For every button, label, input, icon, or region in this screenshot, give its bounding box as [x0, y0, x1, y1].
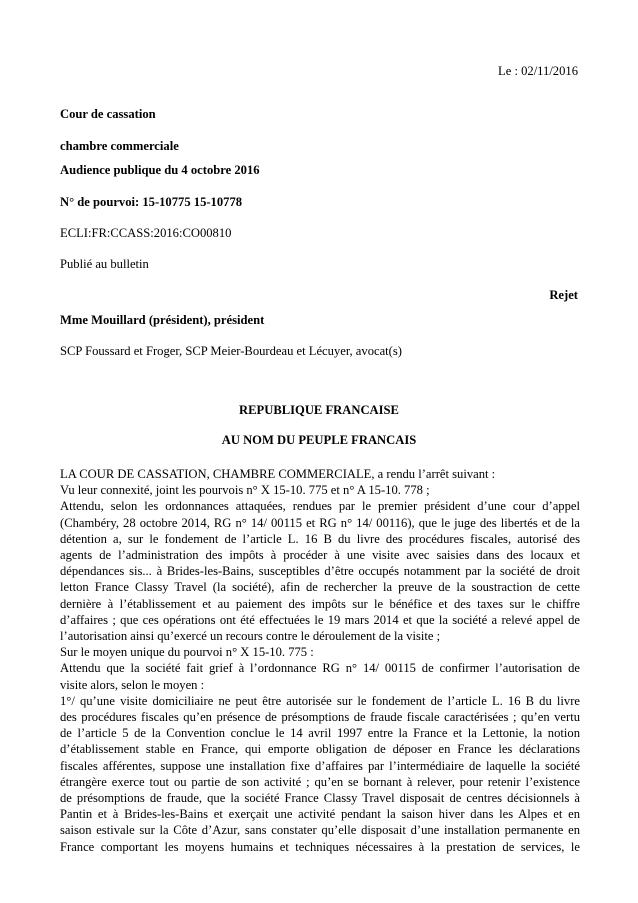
body-line: d’affaires ; que ces opérations ont été effectuées le 19 mars 2014 et que la société a relevé appel de: [60, 612, 580, 627]
body-line: détention a, sur le fondement de l’article L. 16 B du livre des procédures fiscales, autorisé des: [60, 531, 580, 546]
body-line: dernière à l’établissement et au paiement des impôts sur le bénéfice et des taxes sur le chiffre: [60, 596, 580, 611]
body-line: de l’article 5 de la Convention conclue le 14 avril 1997 entre la France et la Lettonie, la notion: [60, 726, 580, 741]
publication-status: Publié au bulletin: [60, 257, 149, 271]
hearing-date: Audience publique du 4 octobre 2016: [60, 163, 260, 177]
body-line: l’autorisation ainsi qu’exercé un recours contre le déroulement de la visite ;: [60, 629, 441, 644]
body-line: 1°/ qu’une visite domiciliaire ne peut être autorisée sur le fondement de l’article L. 16 B du livre: [60, 693, 580, 708]
decision-body: [60, 466, 580, 855]
body-line: Attendu, selon les ordonnances attaquées, rendues par le premier président d’une cour d’appel: [60, 499, 580, 514]
body-line: dépendances sis... à Brides-les-Bains, susceptibles d’être occupés notamment par la société de droit: [60, 564, 580, 579]
body-line: Attendu que la société fait grief à l’ordonnance RG n° 14/ 00115 de confirmer l’autorisation de: [60, 661, 580, 676]
people-title: AU NOM DU PEUPLE FRANCAIS: [221, 433, 417, 447]
lawyers-list: SCP Foussard et Froger, SCP Meier-Bourdeau et Lécuyer, avocat(s): [60, 344, 402, 358]
body-line: agents de l’administration des impôts à procéder à une visite avec saisies dans des locaux et: [60, 548, 580, 563]
body-line: (Chambéry, 28 octobre 2014, RG n° 14/ 00115 et RG n° 14/ 00116), que le juge des libertés et de la: [60, 515, 580, 530]
president-name: Mme Mouillard (président), président: [60, 313, 265, 327]
body-line: de présomptions de fraude, que la société France Classy Travel disposait de centres décisionnels à: [60, 791, 580, 806]
chamber-name: chambre commerciale: [60, 139, 179, 153]
body-line: Vu leur connexité, joint les pourvois n° X 15-10. 775 et n° A 15-10. 778 ;: [60, 483, 430, 498]
body-line: des procédures fiscales qu’en présence de présomptions de fraude fiscale caractérisées ; qu’en vertu: [60, 710, 580, 725]
body-line: visite alors, selon le moyen :: [60, 677, 205, 692]
body-line: fiscales afférentes, suppose une installation fixe d’affaires par l’intermédiaire de laquelle la société: [60, 758, 580, 773]
body-line: France comportant les moyens humains et techniques nécessaires à la prestation de services, le: [60, 839, 580, 854]
body-line: Pantin et à Brides-les-Bains et exerçait une activité pendant la saison hiver dans les Alpes et en: [60, 807, 580, 822]
body-line: d’établissement stable en France, qui emporte obligation de déposer en France les déclarations: [60, 742, 580, 757]
appeal-number: N° de pourvoi: 15-10775 15-10778: [60, 195, 243, 209]
body-line: letton France Classy Travel (la société), afin de rechercher la preuve de la soustraction de cette: [60, 580, 580, 595]
decision-label: Rejet: [549, 288, 578, 302]
body-line: étrangère exerce tout ou partie de son activité ; qu’en se bornant à relever, pour retenir l’existence: [60, 774, 580, 789]
republic-title: REPUBLIQUE FRANCAISE: [239, 403, 399, 417]
body-line: Sur le moyen unique du pourvoi n° X 15-10. 775 :: [60, 645, 314, 660]
body-line: LA COUR DE CASSATION, CHAMBRE COMMERCIALE, a rendu l’arrêt suivant :: [60, 467, 496, 481]
ecli-identifier: ECLI:FR:CCASS:2016:CO00810: [60, 226, 232, 240]
document-date: Le : 02/11/2016: [498, 64, 578, 78]
court-name: Cour de cassation: [60, 107, 156, 121]
body-line: saison estivale sur la Côte d’Azur, sans constater qu’elle disposait d’une installation permanente en: [60, 823, 580, 838]
